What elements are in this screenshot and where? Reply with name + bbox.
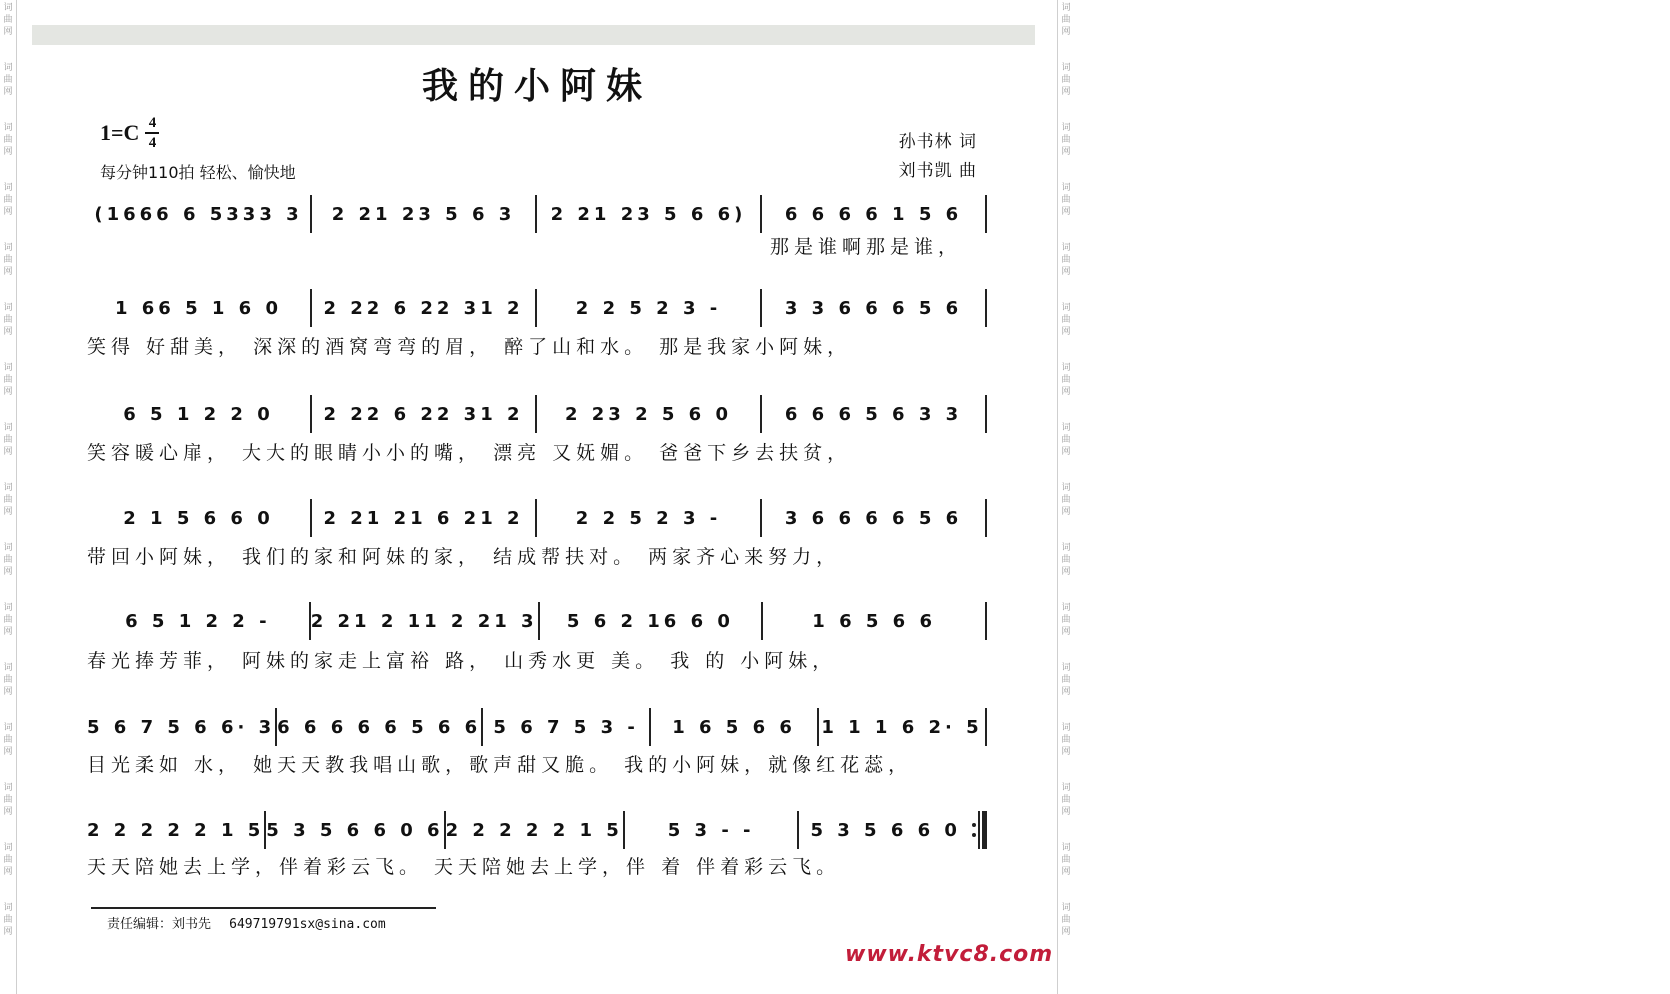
right-watermark-strip [1057,0,1074,994]
barline [985,195,987,233]
side-mark-group [1061,662,1070,722]
side-mark-group [1061,362,1070,422]
side-mark-char: 网 [1061,747,1071,757]
side-mark-char: 词 [3,843,13,853]
measure: 6 5 1 2 2 - [125,610,271,632]
side-mark-char: 网 [3,207,13,217]
side-mark-group [1061,602,1070,662]
side-mark-char: 曲 [1061,615,1071,625]
side-mark-char: 词 [3,423,13,433]
side-mark-char: 网 [3,807,13,817]
side-mark-char: 曲 [3,195,13,205]
measure: 3 3 6 6 6 5 6 [784,297,963,319]
side-mark-group [3,722,12,782]
time-signature [145,115,159,151]
time-num: 4 [148,115,157,131]
side-mark-char: 曲 [1061,135,1071,145]
right-watermark-col [1058,0,1074,962]
side-mark-char: 曲 [3,315,13,325]
measure: 6 6 6 6 1 5 6 [784,203,963,225]
site-watermark: www.ktvc8.com [845,942,1054,967]
measure: 2 22 6 22 31 2 [323,403,524,425]
measure: 5 6 7 5 6 6· 3 [87,716,276,738]
measure: 2 2 2 2 2 1 5 [87,819,265,841]
side-mark-char: 网 [3,387,13,397]
side-mark-char: 曲 [3,915,13,925]
side-mark-char: 曲 [1061,15,1071,25]
left-watermark-strip [0,0,17,994]
side-mark-char: 曲 [1061,255,1071,265]
side-mark-char: 词 [1061,723,1071,733]
side-mark-char: 网 [1061,387,1071,397]
side-mark-char: 曲 [3,375,13,385]
top-bar [32,25,1035,45]
notation-system [87,286,987,330]
measure: (1666 6 5333 3 [94,203,303,225]
measure: 2 2 5 2 3 - [575,297,722,319]
side-mark-char: 词 [1061,183,1071,193]
song-title: 我的小阿妹 [421,65,652,107]
lyric-line: 那是谁啊那是谁， [770,236,963,258]
side-mark-char: 网 [3,747,13,757]
side-mark-char: 网 [1061,327,1071,337]
side-mark-char: 曲 [3,495,13,505]
side-mark-char: 曲 [1061,915,1071,925]
barline [985,289,987,327]
side-mark-char: 网 [3,147,13,157]
side-mark-char: 曲 [3,555,13,565]
measure: 5 3 5 6 6 0 6 [266,819,444,841]
side-mark-char: 网 [1061,87,1071,97]
side-mark-char: 曲 [1061,495,1071,505]
side-mark-char: 词 [3,243,13,253]
side-mark-char: 网 [3,627,13,637]
side-mark-char: 词 [3,543,13,553]
side-mark-char: 曲 [1061,195,1071,205]
measure: 6 5 1 2 2 0 [123,403,274,425]
side-mark-char: 网 [1061,867,1071,877]
measure: 1 1 1 6 2· 5 [821,716,983,738]
editor-email: 649719791sx@sina.com [229,917,386,932]
lyric-line: 目光柔如 水， 她天天教我唱山歌，歌声甜又脆。 我的小阿妹，就像红花蕊， [87,754,913,776]
notation-system [87,599,987,643]
side-mark-char: 网 [1061,147,1071,157]
barline [985,708,987,746]
measure: 2 2 5 2 3 - [575,507,722,529]
lyric-line: 笑容暖心扉， 大大的眼睛小小的嘴， 漂亮 又妩媚。 爸爸下乡去扶贫， [87,442,852,464]
side-mark-char: 曲 [3,435,13,445]
side-mark-char: 词 [1061,663,1071,673]
side-mark-char: 曲 [1061,375,1071,385]
side-mark-group [3,422,12,482]
side-mark-char: 词 [1061,423,1071,433]
measure: 3 6 6 6 6 5 6 [784,507,963,529]
measure: 2 21 23 5 6 6) [550,203,747,225]
side-mark-char: 网 [3,687,13,697]
side-mark-char: 曲 [1061,435,1071,445]
side-mark-char: 网 [1061,267,1071,277]
side-mark-char: 曲 [3,135,13,145]
measure: 2 22 6 22 31 2 [323,297,524,319]
side-mark-char: 词 [1061,243,1071,253]
side-mark-char: 词 [1061,123,1071,133]
composer-credit: 刘书凯 曲 [898,161,977,181]
side-mark-char: 网 [3,927,13,937]
side-mark-char: 曲 [3,795,13,805]
side-mark-group [3,542,12,602]
repeat-dots [972,823,976,837]
measure: 2 21 21 6 21 2 [323,507,524,529]
side-mark-char: 词 [3,183,13,193]
side-mark-group [3,122,12,182]
side-mark-char: 网 [3,87,13,97]
measure: 1 66 5 1 6 0 [114,297,282,319]
side-mark-char: 网 [1061,927,1071,937]
side-mark-char: 网 [3,507,13,517]
side-mark-char: 网 [1061,507,1071,517]
lyric-line: 天天陪她去上学，伴着彩云飞。 天天陪她去上学，伴 着 伴着彩云飞。 [87,856,841,878]
side-mark-group [1061,122,1070,182]
barline [985,395,987,433]
time-den: 4 [148,135,157,151]
side-mark-group [3,902,12,962]
side-mark-group [1061,482,1070,542]
side-mark-group [1061,422,1070,482]
barline [985,602,987,640]
side-mark-char: 曲 [3,675,13,685]
side-mark-group [1061,302,1070,362]
lyric-line: 春光捧芳菲， 阿妹的家走上富裕 路， 山秀水更 美。 我 的 小阿妹， [87,650,837,672]
side-mark-char: 网 [1061,627,1071,637]
side-mark-group [3,2,12,62]
repeat-end-barline [972,811,987,849]
measure: 5 3 - - [667,819,755,841]
side-mark-group [3,662,12,722]
side-mark-char: 曲 [3,15,13,25]
side-mark-char: 网 [3,567,13,577]
side-mark-group [3,602,12,662]
side-mark-char: 网 [3,267,13,277]
side-mark-char: 网 [3,27,13,37]
side-mark-char: 网 [1061,447,1071,457]
barline [985,499,987,537]
measure: 6 6 6 5 6 3 3 [784,403,963,425]
side-mark-group [1061,902,1070,962]
measure: 2 2 2 2 2 1 5 [445,819,623,841]
side-mark-char: 词 [3,123,13,133]
measure: 6 6 6 6 6 5 6 6 [277,716,482,738]
measure: 1 6 5 6 6 [812,610,936,632]
side-mark-group [1061,2,1070,62]
side-mark-char: 网 [3,327,13,337]
side-mark-char: 词 [1061,543,1071,553]
side-mark-char: 词 [3,723,13,733]
side-mark-char: 曲 [3,255,13,265]
side-mark-char: 网 [1061,27,1071,37]
side-mark-char: 曲 [3,75,13,85]
side-mark-char: 网 [1061,687,1071,697]
side-mark-group [1061,842,1070,902]
key-label: 1=C [100,120,140,145]
side-mark-char: 网 [3,867,13,877]
side-mark-char: 曲 [3,735,13,745]
notation-system [87,192,987,236]
side-mark-char: 词 [1061,303,1071,313]
notation-system [87,808,987,852]
side-mark-char: 曲 [1061,735,1071,745]
side-mark-char: 曲 [1061,795,1071,805]
side-mark-char: 网 [1061,807,1071,817]
side-mark-char: 曲 [1061,675,1071,685]
side-mark-group [3,482,12,542]
side-mark-char: 词 [1061,483,1071,493]
side-mark-char: 词 [1061,3,1071,13]
footer [107,913,386,932]
side-mark-char: 词 [3,63,13,73]
side-mark-group [3,362,12,422]
side-mark-char: 词 [3,483,13,493]
measure: 2 23 2 5 6 0 [564,403,732,425]
measure: 2 21 2 11 2 21 3 [310,610,538,632]
measure: 5 3 5 6 6 0 [810,819,961,841]
side-mark-char: 曲 [3,855,13,865]
tempo-marking: 每分钟110拍 轻松、愉快地 [100,163,296,182]
footer-divider [91,907,436,909]
side-mark-group [1061,722,1070,782]
side-mark-char: 词 [1061,843,1071,853]
side-mark-group [1061,782,1070,842]
left-watermark-col [0,0,16,962]
side-mark-group [3,782,12,842]
side-mark-char: 词 [3,663,13,673]
time-bar [145,132,159,134]
notation-system [87,496,987,540]
thin-bar [978,811,980,849]
side-mark-char: 词 [1061,783,1071,793]
measure: 5 6 7 5 3 - [493,716,639,738]
side-mark-char: 词 [3,303,13,313]
lyricist-credit: 孙书林 词 [898,132,977,152]
side-mark-group [3,842,12,902]
side-mark-group [3,242,12,302]
side-mark-char: 词 [3,3,13,13]
side-mark-char: 词 [3,903,13,913]
side-mark-char: 曲 [1061,315,1071,325]
lyric-line: 笑得 好甜美， 深深的酒窝弯弯的眉， 醉了山和水。 那是我家小阿妹， [87,336,852,358]
side-mark-char: 网 [1061,567,1071,577]
side-mark-group [3,302,12,362]
thick-bar [982,811,987,849]
side-mark-char: 词 [3,363,13,373]
measure: 2 1 5 6 6 0 [123,507,274,529]
side-mark-char: 词 [3,603,13,613]
editor-credit: 责任编辑：刘书先 [107,917,212,932]
measure: 5 6 2 16 6 0 [566,610,734,632]
notation-system [87,392,987,436]
side-mark-group [3,182,12,242]
side-mark-char: 词 [1061,63,1071,73]
side-mark-char: 曲 [1061,75,1071,85]
side-mark-char: 网 [1061,207,1071,217]
side-mark-group [1061,542,1070,602]
key-signature [100,115,159,151]
side-mark-char: 曲 [1061,855,1071,865]
side-mark-char: 词 [3,783,13,793]
notation-system [87,705,987,749]
side-mark-char: 网 [3,447,13,457]
measure: 2 21 23 5 6 3 [331,203,516,225]
measure: 1 6 5 6 6 [672,716,796,738]
side-mark-char: 曲 [3,615,13,625]
side-mark-char: 词 [1061,903,1071,913]
side-mark-char: 曲 [1061,555,1071,565]
side-mark-char: 词 [1061,363,1071,373]
side-mark-char: 词 [1061,603,1071,613]
lyric-line: 带回小阿妹， 我们的家和阿妹的家， 结成帮扶对。 两家齐心来努力， [87,546,841,568]
